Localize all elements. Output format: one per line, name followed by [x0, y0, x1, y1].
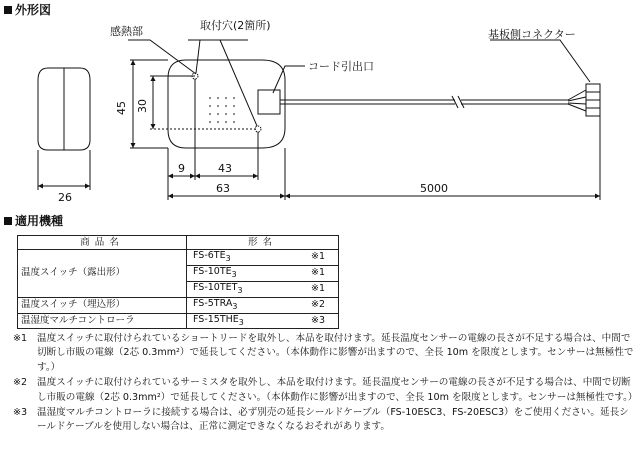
label-cord-outlet: コード引出口 — [308, 60, 374, 73]
note-item — [13, 376, 638, 405]
cord — [280, 90, 586, 111]
dim-body-length: 63 — [216, 182, 230, 195]
note-ref-cell: ※2 — [308, 297, 339, 313]
dim-offset: 9 — [178, 162, 185, 175]
note-mark: ※2 — [13, 377, 28, 389]
dim-depth: 26 — [58, 191, 72, 204]
product-name-cell: 温湿度マルチコントローラ — [18, 313, 187, 329]
dim-height-outer: 45 — [115, 101, 128, 115]
model-cell: $FS-10TE_3$ — [187, 265, 309, 281]
connector — [586, 84, 600, 116]
product-name-cell: 温度スイッチ（埋込形） — [18, 297, 187, 313]
product-name-cell: 温度スイッチ（露出形） — [18, 250, 187, 298]
note-item — [13, 406, 635, 435]
model-cell: $FS-10TET_3$ — [187, 281, 309, 297]
model-cell: $FS-15THE_3$ — [187, 313, 309, 329]
note-ref-cell: ※1 — [308, 250, 339, 266]
dim-hole-pitch: 43 — [218, 162, 232, 175]
label-mount-hole: 取付穴(2箇所) — [200, 19, 271, 32]
table-row — [18, 297, 339, 313]
model-cell: $FS-6TE_3$ — [187, 250, 309, 266]
label-connector: 基板側コネクター — [488, 28, 576, 41]
applicable-heading: 適用機種 — [4, 214, 63, 228]
vent-holes — [209, 97, 235, 123]
sensor-body — [168, 60, 285, 148]
notes — [13, 332, 638, 436]
note-ref-cell: ※1 — [308, 265, 339, 281]
heading-square-icon — [4, 217, 12, 225]
note-item — [13, 332, 635, 375]
table-row — [18, 313, 339, 329]
note-text: 温湿度マルチコントローラに接続する場合は、必ず別売の延長シールドケーブル（FS-10ESC3、FS-20ESC3）をご使用ください。延長シールドケーブルを使用しない場合は、正常に測定できなくなるおそれがあります。 — [37, 407, 629, 433]
outline-drawing — [0, 14, 640, 214]
note-mark: ※3 — [13, 407, 28, 419]
model-cell: $FS-5TRA_3$ — [187, 297, 309, 313]
heading-square-icon — [4, 6, 12, 14]
note-mark: ※1 — [13, 333, 28, 344]
outline-heading: 外形図 — [4, 3, 51, 17]
table-row — [18, 250, 339, 266]
note-ref-cell: ※3 — [308, 313, 339, 329]
dim-cord-length: 5000 — [420, 182, 448, 195]
note-text: 温度スイッチに取付けられているショートリードを取外し、本品を取付けます。延長温度センサーの電線の長さが不足する場合は、中間で切断し市販の電線（2芯 0.3mm²）で延長してください。（本体動作に影響が出ますので、全長 10m を限度とします。センサーは無極性です。） — [37, 333, 634, 373]
note-ref-cell: ※1 — [308, 281, 339, 297]
note-text: 温度スイッチに取付けられているサーミスタを取外し、本品を取付けます。延長温度センサーの電線の長さが不足する場合は、中間で切断し市販の電線（2芯 0.3mm²）で延長してください。（本体動作に影響が出ますので、全長 10m を限度とします。センサーは無極性です。） — [37, 377, 638, 403]
label-sensor: 感熱部 — [110, 25, 143, 38]
table-header-row — [18, 236, 339, 250]
dim-height-inner: 30 — [136, 99, 149, 113]
column-header-product: 商品名 — [18, 236, 187, 250]
side-view — [38, 68, 90, 190]
applicable-models-table — [17, 235, 339, 329]
column-header-model: 形名 — [187, 236, 339, 250]
